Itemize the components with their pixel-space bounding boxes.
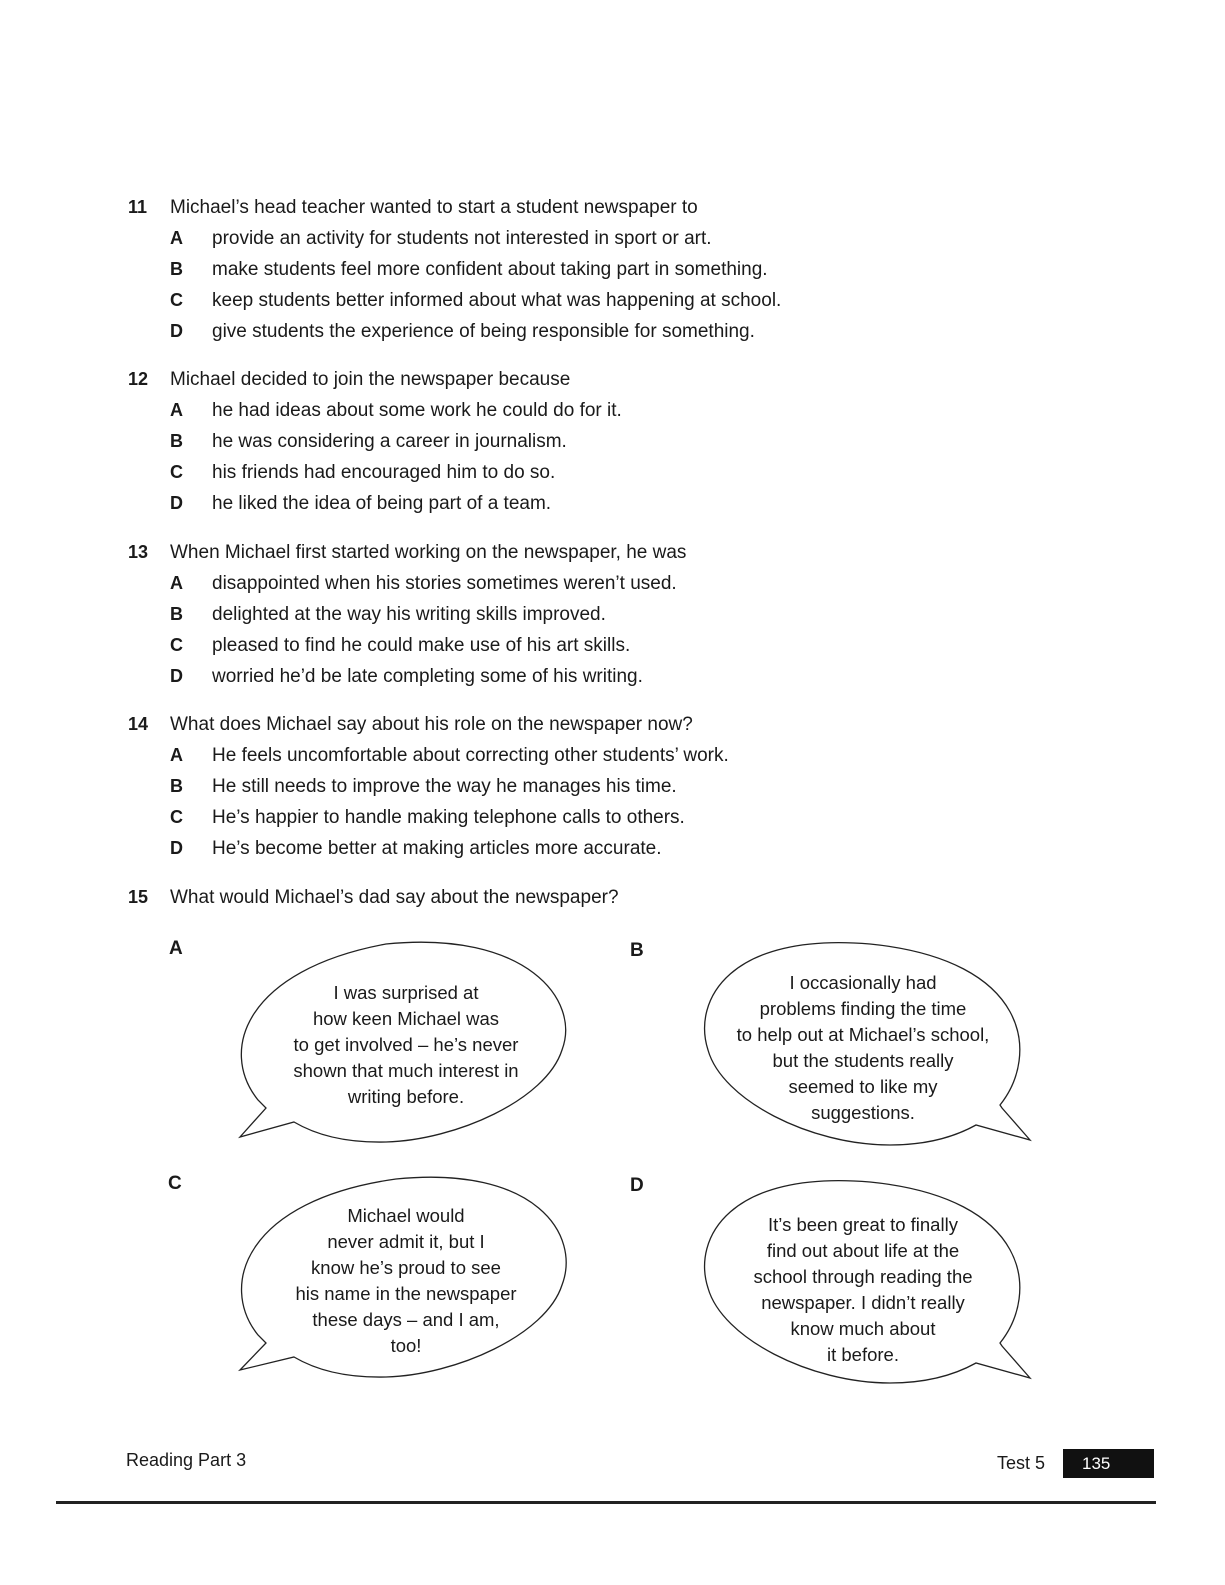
option-c[interactable] bbox=[128, 635, 888, 666]
option-text: he liked the idea of being part of a team. bbox=[212, 493, 552, 514]
option-text: disappointed when his stories sometimes weren’t used. bbox=[212, 573, 677, 594]
option-d[interactable] bbox=[128, 838, 888, 869]
option-b[interactable] bbox=[128, 259, 888, 290]
question-number: 14 bbox=[128, 714, 149, 734]
question-stem: When Michael first started working on the newspaper, he was bbox=[170, 542, 687, 563]
question-12 bbox=[128, 369, 888, 524]
option-letter: A bbox=[170, 400, 183, 420]
option-text: he had ideas about some work he could do for it. bbox=[212, 400, 622, 421]
option-a[interactable] bbox=[128, 745, 888, 776]
question-stem: What does Michael say about his role on the newspaper now? bbox=[170, 714, 693, 735]
test-label: Test 5 bbox=[997, 1453, 1046, 1473]
bubble-text: Michael would never admit it, but I know he’s proud to see his name in the newspaper these days – and I am, too! bbox=[295, 1205, 517, 1356]
option-letter: B bbox=[170, 259, 183, 279]
option-letter: B bbox=[170, 776, 183, 796]
question-13 bbox=[128, 542, 888, 697]
speech-bubble-c[interactable] bbox=[236, 1175, 576, 1385]
option-d[interactable] bbox=[128, 321, 888, 352]
option-letter: D bbox=[170, 493, 183, 513]
option-letter: C bbox=[170, 807, 183, 827]
option-text: delighted at the way his writing skills improved. bbox=[212, 604, 606, 625]
option-c[interactable] bbox=[128, 290, 888, 321]
option-text: provide an activity for students not interested in sport or art. bbox=[212, 228, 712, 249]
option-letter: B bbox=[170, 431, 183, 451]
question-number: 13 bbox=[128, 542, 149, 562]
option-b[interactable] bbox=[128, 431, 888, 462]
speech-bubble-b[interactable] bbox=[700, 940, 1036, 1150]
bubble-d-letter[interactable]: D bbox=[630, 1175, 644, 1196]
option-b[interactable] bbox=[128, 776, 888, 807]
option-text: keep students better informed about what was happening at school. bbox=[212, 290, 782, 311]
option-a[interactable] bbox=[128, 573, 888, 604]
speech-bubble-d[interactable] bbox=[700, 1178, 1036, 1388]
option-b[interactable] bbox=[128, 604, 888, 635]
question-11 bbox=[128, 197, 888, 352]
page-number: 135 bbox=[1063, 1449, 1154, 1478]
question-stem: Michael decided to join the newspaper because bbox=[170, 369, 571, 390]
option-c[interactable] bbox=[128, 807, 888, 838]
option-text: he was considering a career in journalism. bbox=[212, 431, 567, 452]
option-d[interactable] bbox=[128, 493, 888, 524]
option-letter: A bbox=[170, 573, 183, 593]
option-a[interactable] bbox=[128, 400, 888, 431]
question-15 bbox=[128, 887, 888, 918]
option-letter: A bbox=[170, 228, 183, 248]
option-letter: C bbox=[170, 290, 183, 310]
option-letter: A bbox=[170, 745, 183, 765]
bubble-text: I was surprised at how keen Michael was to get involved – he’s never shown that much interest in writing before. bbox=[293, 982, 519, 1107]
option-text: worried he’d be late completing some of his writing. bbox=[212, 666, 643, 687]
option-letter: C bbox=[170, 635, 183, 655]
option-text: He’s happier to handle making telephone calls to others. bbox=[212, 807, 685, 828]
option-text: his friends had encouraged him to do so. bbox=[212, 462, 556, 483]
option-letter: D bbox=[170, 666, 183, 686]
footer-rule bbox=[56, 1501, 1156, 1504]
option-text: He’s become better at making articles more accurate. bbox=[212, 838, 662, 859]
question-stem: What would Michael’s dad say about the newspaper? bbox=[170, 887, 619, 908]
option-text: give students the experience of being responsible for something. bbox=[212, 321, 755, 342]
bubble-b-letter[interactable]: B bbox=[630, 940, 644, 961]
option-text: make students feel more confident about taking part in something. bbox=[212, 259, 768, 280]
bubble-c-letter[interactable]: C bbox=[168, 1173, 182, 1194]
option-letter: B bbox=[170, 604, 183, 624]
option-text: He still needs to improve the way he manages his time. bbox=[212, 776, 677, 797]
bubble-a-letter[interactable]: A bbox=[169, 938, 183, 959]
option-text: He feels uncomfortable about correcting other students’ work. bbox=[212, 745, 729, 766]
speech-bubble-a[interactable] bbox=[236, 940, 576, 1150]
question-stem: Michael’s head teacher wanted to start a student newspaper to bbox=[170, 197, 698, 218]
option-letter: D bbox=[170, 838, 183, 858]
section-label: Reading Part 3 bbox=[126, 1450, 247, 1470]
option-letter: D bbox=[170, 321, 183, 341]
question-number: 11 bbox=[128, 197, 148, 217]
bubble-text: I occasionally had problems finding the time to help out at Michael’s school, but the students really seemed to like my suggestions. bbox=[736, 972, 990, 1123]
question-14 bbox=[128, 714, 888, 869]
option-a[interactable] bbox=[128, 228, 888, 259]
bubble-text: It’s been great to finally find out about life at the school through reading the newspaper. I didn’t really know much about it before. bbox=[753, 1214, 973, 1365]
option-d[interactable] bbox=[128, 666, 888, 697]
option-letter: C bbox=[170, 462, 183, 482]
option-text: pleased to find he could make use of his art skills. bbox=[212, 635, 631, 656]
question-number: 12 bbox=[128, 369, 149, 389]
option-c[interactable] bbox=[128, 462, 888, 493]
question-number: 15 bbox=[128, 887, 149, 907]
